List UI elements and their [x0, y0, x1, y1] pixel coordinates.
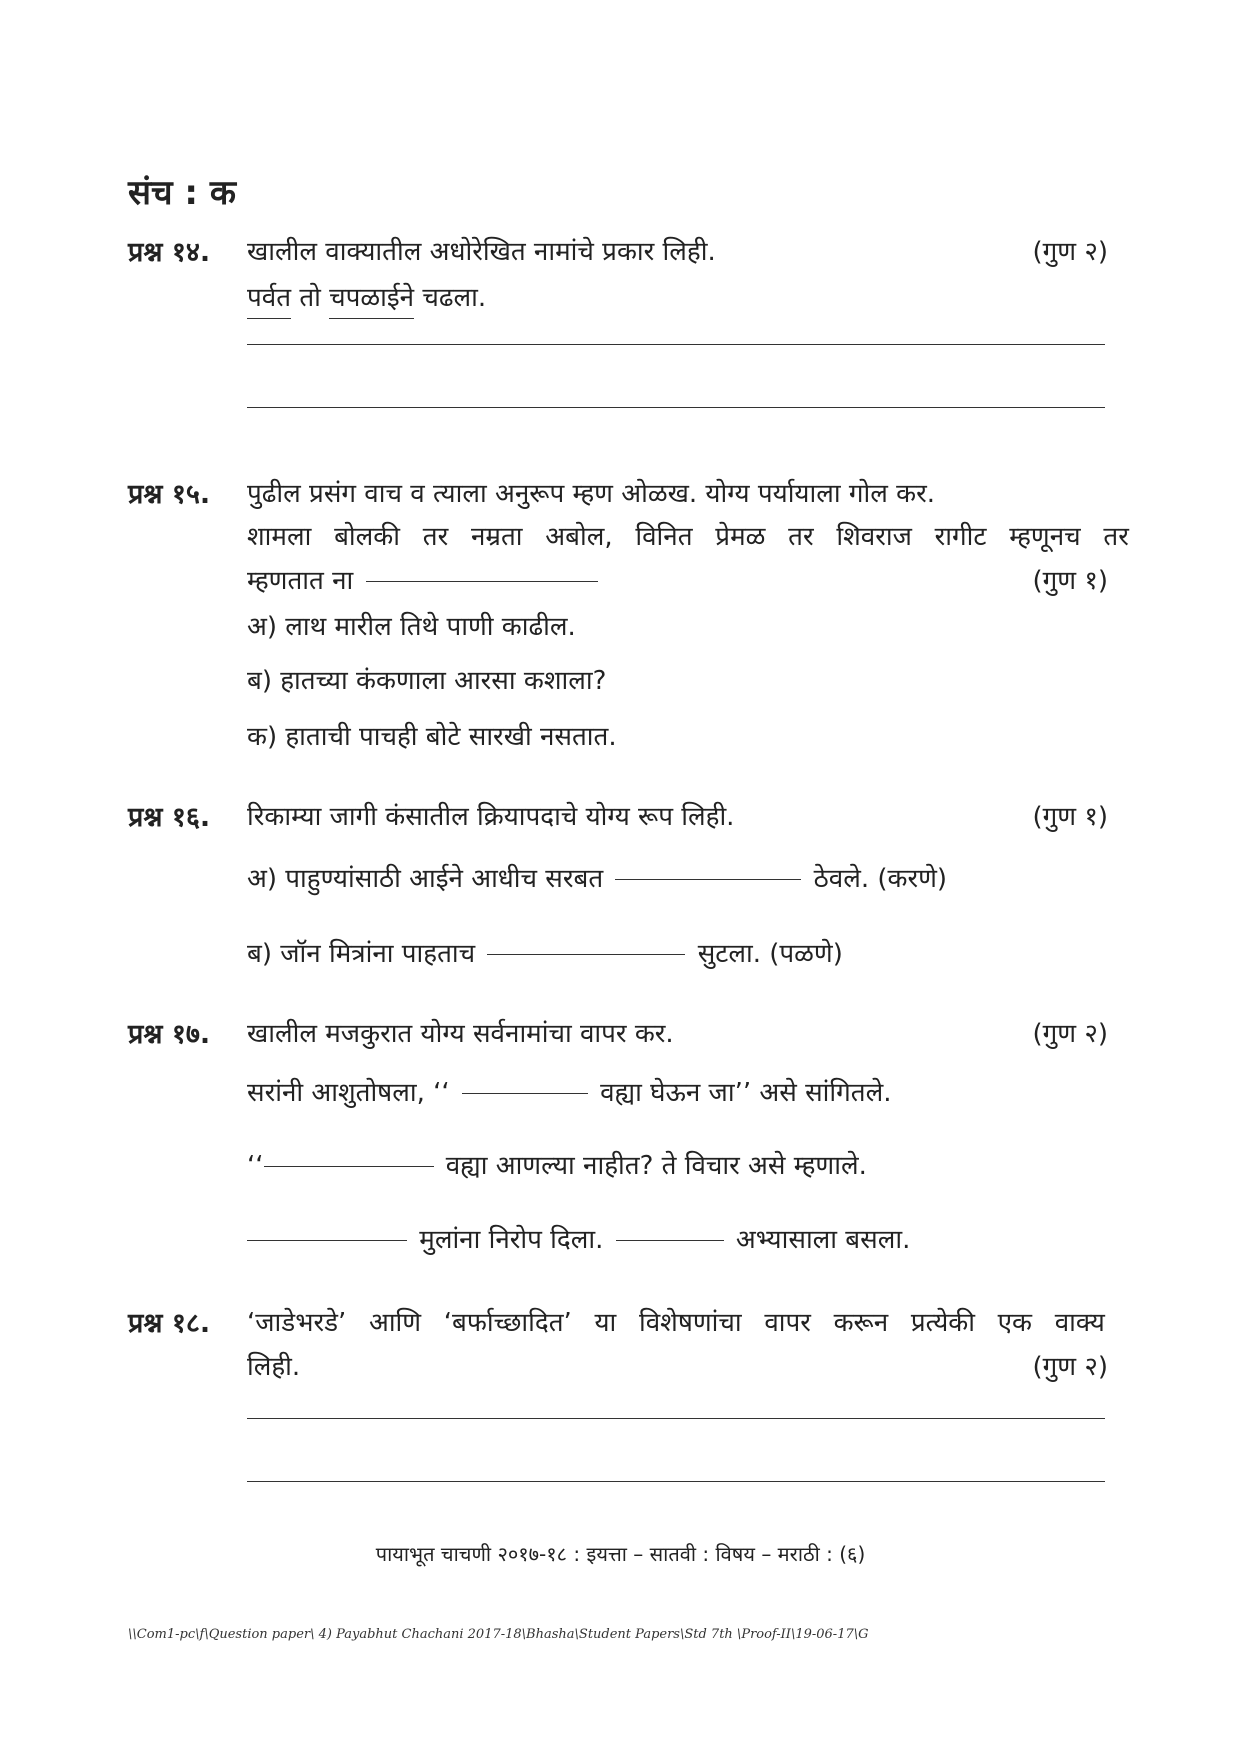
q17-l2-suffix: वह्या आणल्या नाहीत? ते विचार असे म्हणाले.: [445, 1151, 867, 1181]
fill-blank[interactable]: [264, 1166, 434, 1167]
word: शिवराज: [836, 522, 912, 552]
sentence-word: चढला.: [422, 283, 487, 313]
word: तर: [1103, 522, 1129, 552]
q15-option-c[interactable]: क) हाताची पाचही बोटे सारखी नसतात.: [247, 722, 617, 752]
q17-l2-prefix: ‘‘: [247, 1151, 264, 1181]
file-path: \\Com1-pc\f\Question paper\ 4) Payabhut Chachani 2017-18\Bhasha\Student Papers\Std 7th \Proof-II\19-06-17\G: [128, 1627, 869, 1642]
q18-marks: (गुण २): [1032, 1352, 1108, 1382]
q16-a-prefix: अ) पाहुण्यांसाठी आईने आधीच सरबत: [247, 864, 604, 894]
word: तर: [788, 522, 814, 552]
q16-marks: (गुण १): [1032, 802, 1108, 832]
q15-text: पुढील प्रसंग वाच व त्याला अनुरूप म्हण ओळख. योग्य पर्यायाला गोल कर.: [247, 479, 935, 509]
q17-l1-suffix: वह्या घेऊन जा’’ असे सांगितले.: [600, 1078, 892, 1108]
page-footer: पायाभूत चाचणी २०१७-१८ : इयत्ता – सातवी : विषय – मराठी : (६): [375, 1542, 866, 1566]
q14-sentence: [247, 278, 486, 319]
q18-number: प्रश्न १८.: [128, 1308, 211, 1339]
word: नम्रता: [470, 522, 523, 552]
q17-line1: [247, 1073, 891, 1109]
q15-marks: (गुण १): [1032, 566, 1108, 596]
q15-line3: [247, 561, 602, 597]
q17-l3-middle: मुलांना निरोप दिला.: [419, 1225, 604, 1255]
word: करून: [833, 1308, 889, 1338]
word: एक: [997, 1308, 1033, 1338]
answer-line[interactable]: [247, 1481, 1105, 1482]
q16-number: प्रश्न १६.: [128, 802, 211, 833]
word: विनित: [635, 522, 693, 552]
set-title: संच : क: [128, 173, 236, 213]
word: विशेषणांचा: [638, 1308, 742, 1338]
q14-text: खालील वाक्यातील अधोरेखित नामांचे प्रकार लिही.: [247, 237, 716, 267]
fill-blank[interactable]: [616, 1240, 724, 1241]
q17-text: खालील मजकुरात योग्य सर्वनामांचा वापर कर.: [247, 1019, 674, 1049]
word: वापर: [764, 1308, 811, 1338]
q17-line2: [247, 1146, 867, 1182]
q16-a-suffix: ठेवले. (करणे): [813, 864, 948, 894]
q16-item-b: [247, 934, 843, 970]
q17-l3-suffix: अभ्यासाला बसला.: [735, 1225, 911, 1255]
word: म्हणूनच: [1009, 522, 1081, 552]
answer-line[interactable]: [247, 407, 1105, 408]
word: बोलकी: [334, 522, 400, 552]
word: प्रेमळ: [715, 522, 766, 552]
q18-line2: लिही.: [247, 1352, 301, 1382]
q16-item-a: [247, 859, 947, 895]
q17-marks: (गुण २): [1032, 1019, 1108, 1049]
q15-option-a[interactable]: अ) लाथ मारील तिथे पाणी काढील.: [247, 612, 576, 642]
q17-l1-prefix: सरांनी आशुतोषला, ‘‘: [247, 1078, 450, 1108]
word: रागीट: [934, 522, 987, 552]
q16-b-prefix: ब) जॉन मित्रांना पाहताच: [247, 939, 476, 969]
q15-option-b[interactable]: ब) हातच्या कंकणाला आरसा कशाला?: [247, 666, 607, 696]
answer-line[interactable]: [247, 344, 1105, 345]
answer-line[interactable]: [247, 1418, 1105, 1419]
word: या: [594, 1308, 617, 1338]
q18-text: [247, 1303, 1105, 1339]
word: तर: [422, 522, 449, 552]
q16-b-suffix: सुटला. (पळणे): [697, 939, 843, 969]
underlined-noun-2: चपळाईने: [329, 278, 414, 319]
word: ‘जाडेभरडे’: [247, 1308, 347, 1338]
q16-text: रिकाम्या जागी कंसातील क्रियापदाचे योग्य रूप लिही.: [247, 802, 735, 832]
q15-passage-line: [247, 517, 1129, 553]
word: अबोल,: [545, 522, 613, 552]
q14-marks: (गुण २): [1032, 237, 1108, 267]
fill-blank[interactable]: [615, 879, 801, 880]
q15-line3-text: म्हणतात ना: [247, 566, 354, 596]
sentence-word: तो: [299, 283, 321, 313]
fill-blank[interactable]: [462, 1093, 588, 1094]
fill-blank[interactable]: [247, 1240, 407, 1241]
underlined-noun-1: पर्वत: [247, 278, 291, 319]
q17-line3: [247, 1220, 910, 1256]
fill-blank[interactable]: [487, 954, 685, 955]
word: वाक्य: [1054, 1308, 1105, 1338]
q15-number: प्रश्न १५.: [128, 479, 211, 510]
q14-number: प्रश्न १४.: [128, 237, 211, 268]
word: आणि: [368, 1308, 422, 1338]
word: प्रत्येकी: [910, 1308, 975, 1338]
fill-blank[interactable]: [366, 581, 598, 582]
word: ‘बर्फाच्छादित’: [443, 1308, 572, 1338]
q17-number: प्रश्न १७.: [128, 1019, 211, 1050]
word: शामला: [247, 522, 312, 552]
